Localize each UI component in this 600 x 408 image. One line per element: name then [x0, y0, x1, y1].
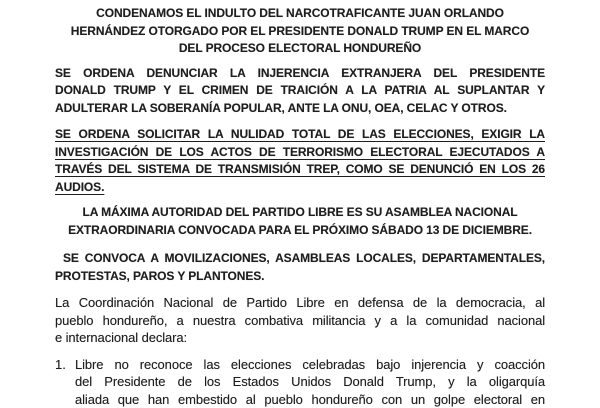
text-line: DEL PROCESO ELECTORAL HONDUREÑO — [55, 40, 545, 58]
text-line: INVESTIGACIÓN DE LOS ACTOS DE TERRORISMO ELECTORAL EJECUTADOS A — [55, 144, 545, 162]
para-declaracion-coordinacion — [55, 294, 545, 347]
para-nulidad-elecciones — [55, 126, 545, 196]
heading-condemnation — [55, 5, 545, 58]
text-line: SE ORDENA SOLICITAR LA NULIDAD TOTAL DE LAS ELECCIONES, EXIGIR LA — [55, 126, 545, 144]
list-item-number: 1. — [55, 356, 75, 408]
text-line: TRAVÉS DEL SISTEMA DE TRANSMISIÓN TREP, COMO SE DENUNCIÓ EN LOS 26 — [55, 161, 545, 179]
para-denuncia-injerencia — [55, 65, 545, 118]
text-line: del Presidente de los Estados Unidos Donald Trump, y la oligarquía — [75, 373, 545, 391]
text-line: La Coordinación Nacional de Partido Libre en defensa de la democracia, al — [55, 294, 545, 312]
para-convocatoria-movilizaciones — [55, 250, 545, 285]
text-line: pueblo hondureño, a nuestra combativa militancia y a la comunidad nacional — [55, 312, 545, 330]
text-line: LA MÁXIMA AUTORIDAD DEL PARTIDO LIBRE ES SU ASAMBLEA NACIONAL — [55, 204, 545, 222]
text-line: ADULTERAR LA SOBERANÍA POPULAR, ANTE LA ONU, OEA, CELAC Y OTROS. — [55, 100, 545, 118]
para-asamblea-nacional — [55, 204, 545, 239]
numbered-list — [55, 356, 545, 408]
text-line: EXTRAORDINARIA CONVOCADA PARA EL PRÓXIMO SÁBADO 13 DE DICIEMBRE. — [55, 222, 545, 240]
text-line: PROTESTAS, PAROS Y PLANTONES. — [55, 268, 545, 286]
text-line: e internacional declara: — [55, 329, 545, 347]
text-line: CONDENAMOS EL INDULTO DEL NARCOTRAFICANTE JUAN ORLANDO — [55, 5, 545, 23]
text-line: Libre no reconoce las elecciones celebradas bajo injerencia y coacción — [75, 356, 545, 374]
text-line: aliada que han embestido al pueblo hondureño con un golpe electoral en — [75, 391, 545, 408]
text-line: SE ORDENA DENUNCIAR LA INJERENCIA EXTRANJERA DEL PRESIDENTE — [55, 65, 545, 83]
text-line: SE CONVOCA A MOVILIZACIONES, ASAMBLEAS LOCALES, DEPARTAMENTALES, — [55, 250, 545, 268]
list-item — [75, 356, 545, 408]
text-line: DONALD TRUMP Y EL CRIMEN DE TRAICIÓN A LA PATRIA AL SUPLANTAR Y — [55, 82, 545, 100]
text-line: AUDIOS. — [55, 179, 545, 197]
text-line: HERNÁNDEZ OTORGADO POR EL PRESIDENTE DONALD TRUMP EN EL MARCO — [55, 23, 545, 41]
